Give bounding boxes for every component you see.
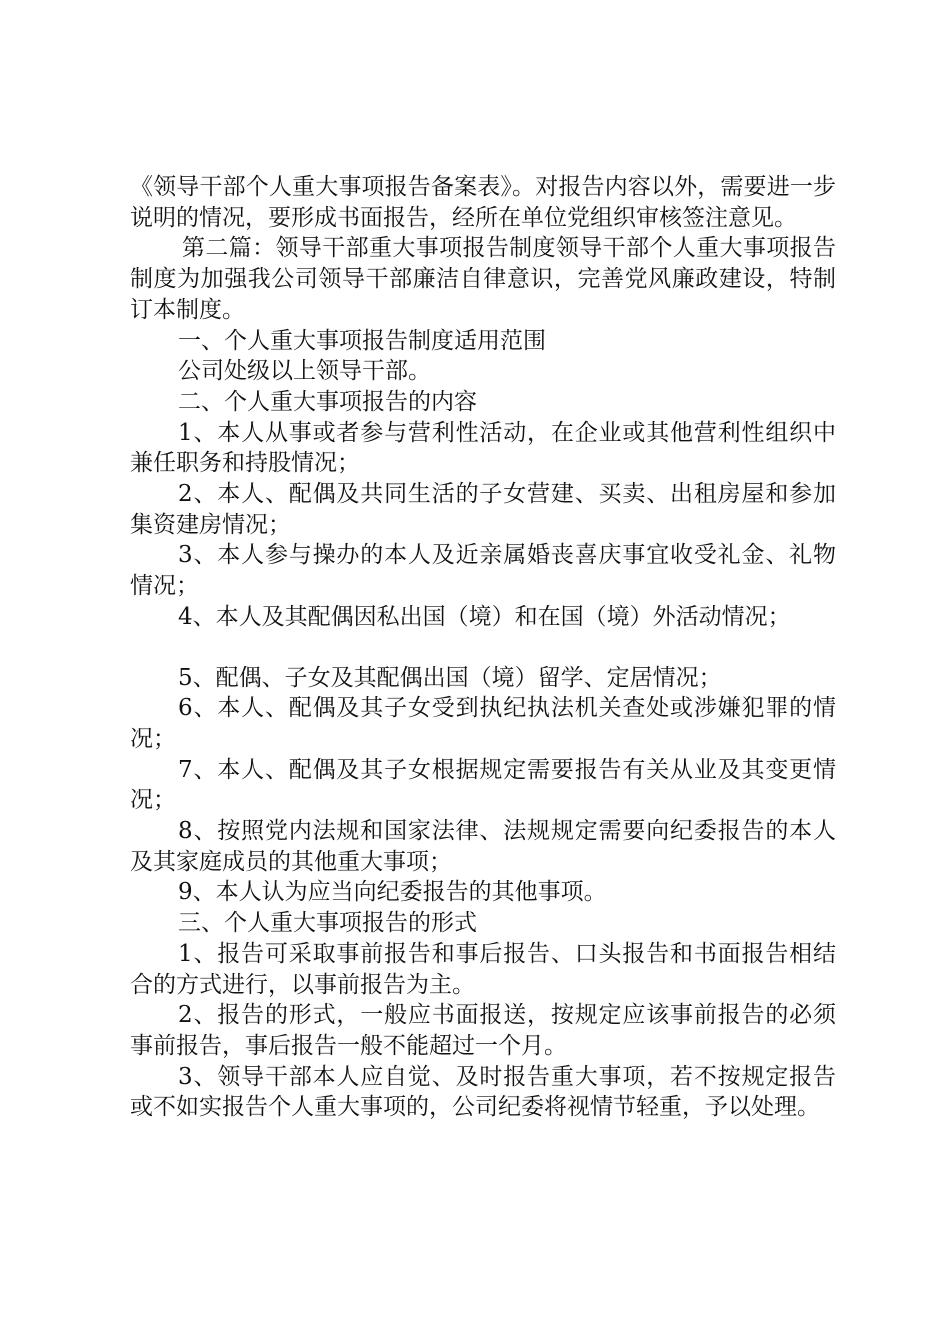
section-heading-scope: 一、个人重大事项报告制度适用范围: [178, 327, 546, 354]
list-item: 2、本人、配偶及共同生活的子女营建、买卖、出租房屋和参加集资建房情况；: [130, 481, 836, 538]
paragraph-chapter-two: 第二篇：领导干部重大事项报告制度领导干部个人重大事项报告制度为加强我公司领导干部廉洁自律意识，完善党风廉政建设，特制订本制度。: [130, 235, 836, 323]
list-item: 3、领导干部本人应自觉、及时报告重大事项，若不按规定报告或不如实报告个人重大事项的，公司纪委将视情节轻重，予以处理。: [130, 1063, 836, 1121]
list-item: 6、本人、配偶及其子女受到执纪执法机关查处或涉嫌犯罪的情况；: [130, 695, 836, 752]
paragraph-scope: 公司处级以上领导干部。: [178, 358, 431, 385]
list-item: 5、配偶、子女及其配偶出国（境）留学、定居情况；: [178, 664, 722, 691]
section-heading-form: 三、个人重大事项报告的形式: [178, 910, 477, 937]
list-item: 1、本人从事或者参与营利性活动，在企业或其他营利性组织中兼任职务和持股情况；: [130, 419, 836, 477]
list-item: 4、本人及其配偶因私出国（境）和在国（境）外活动情况；: [178, 603, 791, 630]
list-item: 3、本人参与操办的本人及近亲属婚丧喜庆事宜收受礼金、礼物情况；: [130, 542, 836, 600]
list-item: 2、报告的形式，一般应书面报送，按规定应该事前报告的必须事前报告，事后报告一般不能超过一个月。: [130, 1002, 836, 1059]
list-item: 7、本人、配偶及其子女根据规定需要报告有关从业及其变更情况；: [130, 756, 836, 814]
list-item: 8、按照党内法规和国家法律、法规规定需要向纪委报告的本人及其家庭成员的其他重大事项；: [130, 818, 836, 875]
list-item: 9、本人认为应当向纪委报告的其他事项。: [178, 879, 607, 906]
paragraph-intro: 《领导干部个人重大事项报告备案表》。对报告内容以外，需要进一步说明的情况，要形成书面报告，经所在单位党组织审核签注意见。: [130, 174, 836, 231]
section-heading-content: 二、个人重大事项报告的内容: [178, 388, 477, 415]
document-body: [130, 172, 836, 1123]
list-item: 1、报告可采取事前报告和事后报告、口头报告和书面报告相结合的方式进行，以事前报告为主。: [130, 940, 836, 998]
